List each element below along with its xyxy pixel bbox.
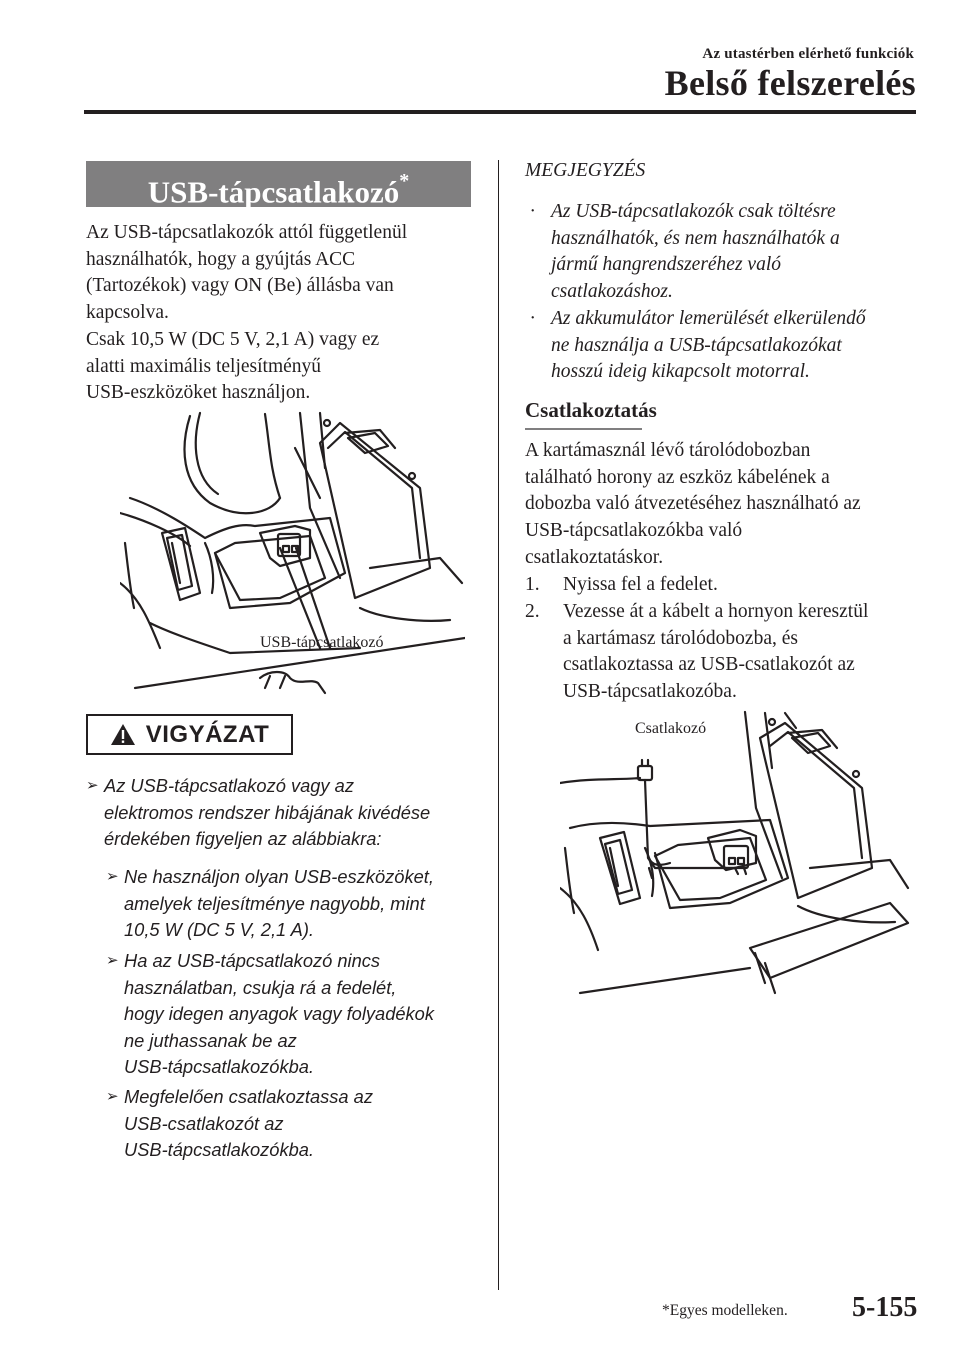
arrow-bullet-icon: ➢ [86, 777, 99, 794]
connection-paragraph [525, 438, 925, 572]
text-line: Az USB-tápcsatlakozók csak töltésre [551, 201, 836, 222]
text-line: Megfelelően csatlakoztassa az [124, 1086, 373, 1107]
text-line: elektromos rendszer hibájának kivédése [104, 801, 431, 823]
column-divider [498, 160, 499, 1290]
text-line: Ha az USB-tápcsatlakozó nincs [124, 950, 381, 971]
caution-title: VIGYÁZAT [145, 720, 270, 748]
intro-paragraph [86, 220, 476, 407]
note-item [530, 199, 930, 306]
text-line: jármű hangrendszeréhez való [551, 254, 782, 276]
text-line: csatlakoztatáskor. [525, 546, 664, 568]
text-line: (Tartozékok) vagy ON (Be) állásba van [86, 275, 394, 297]
caution-sub-item [106, 1084, 476, 1164]
subsection-underline [525, 428, 642, 430]
text-line: hosszú ideig kikapcsolt motorral. [551, 361, 810, 383]
connector-callout: Csatlakozó [635, 720, 707, 737]
text-line: található horony az eszköz kábelének a [525, 466, 830, 488]
note-label: MEGJEGYZÉS [525, 160, 646, 181]
text-line: Ne használjon olyan USB-eszközöket, [124, 866, 434, 887]
text-line: érdekében figyeljen az alábbiakra: [104, 828, 382, 850]
chapter-title: Belső felszerelés [664, 63, 916, 103]
footnote: *Egyes modelleken. [662, 1302, 788, 1319]
caution-sub-item [106, 948, 476, 1081]
text-line: csatlakozáshoz. [551, 281, 673, 303]
text-line: csatlakoztassa az USB-csatlakozót az [563, 654, 855, 676]
text-line: USB-csatlakozót az [124, 1112, 284, 1134]
text-line: használhatók, és nem használhatók a [551, 227, 840, 249]
usb-outlet-callout: USB-tápcsatlakozó [260, 634, 384, 651]
text-line: 10,5 W (DC 5 V, 2,1 A). [124, 919, 314, 941]
text-line: használatban, csukja rá a fedelét, [124, 976, 397, 998]
step-item [525, 599, 925, 706]
text-line: amelyek teljesítménye nagyobb, mint [124, 892, 425, 914]
text-line: dobozba való átvezetéséhez használható az [525, 493, 861, 515]
arrow-bullet-icon: ➢ [106, 1088, 119, 1105]
bullet-dot-icon: · [530, 308, 535, 329]
text-line: USB-tápcsatlakozóba. [563, 681, 737, 703]
subsection-heading: Csatlakoztatás [525, 398, 657, 422]
text-line: Az USB-tápcsatlakozók attól függetlenül [86, 222, 408, 243]
step-number: 1. [525, 574, 540, 595]
caution-sub-item [106, 864, 476, 944]
caution-main-item [86, 773, 476, 853]
text-line: USB-tápcsatlakozókba. [124, 1139, 315, 1161]
warning-triangle-icon [110, 723, 136, 746]
arrow-bullet-icon: ➢ [106, 952, 119, 969]
cable-routing-illustration [560, 708, 910, 1000]
text-line: Vezesse át a kábelt a hornyon keresztül [563, 601, 869, 622]
caution-header [86, 714, 293, 755]
chapter-subtitle: Az utastérben elérhető funkciók [702, 46, 914, 62]
text-line: USB-tápcsatlakozókba való [525, 520, 743, 542]
text-line: A kartámasznál lévő tárolódobozban [525, 440, 811, 461]
text-line: USB-tápcsatlakozókba. [124, 1056, 315, 1078]
step-number: 2. [525, 601, 540, 622]
text-line: Csak 10,5 W (DC 5 V, 2,1 A) vagy ez [86, 328, 380, 350]
page-number: 5-155 [852, 1292, 918, 1323]
text-line: ne juthassanak be az [124, 1029, 297, 1051]
step-item [525, 572, 925, 599]
text-line: használhatók, hogy a gyújtás ACC [86, 248, 356, 270]
arrow-bullet-icon: ➢ [106, 868, 119, 885]
text-line: kapcsolva. [86, 302, 169, 324]
header-rule [84, 110, 916, 114]
text-line: a kartámasz tárolódobozba, és [563, 627, 798, 649]
optional-equipment-mark: * [399, 170, 410, 192]
text-line: ne használja a USB-tápcsatlakozókat [551, 334, 842, 356]
text-line: Nyissa fel a fedelet. [563, 574, 718, 595]
text-line: Az akkumulátor lemerülését elkerülendő [551, 308, 866, 329]
section-title [86, 161, 471, 210]
bullet-dot-icon: · [530, 201, 535, 222]
text-line: alatti maximális teljesítményű [86, 355, 322, 377]
note-item [530, 306, 930, 386]
section-title-text: USB-tápcsatlakozó [147, 174, 400, 210]
usb-outlet-illustration [120, 408, 465, 698]
text-line: hogy idegen anyagok vagy folyadékok [124, 1003, 434, 1025]
text-line: Az USB-tápcsatlakozó vagy az [104, 775, 354, 796]
text-line: USB-eszközöket használjon. [86, 382, 311, 404]
